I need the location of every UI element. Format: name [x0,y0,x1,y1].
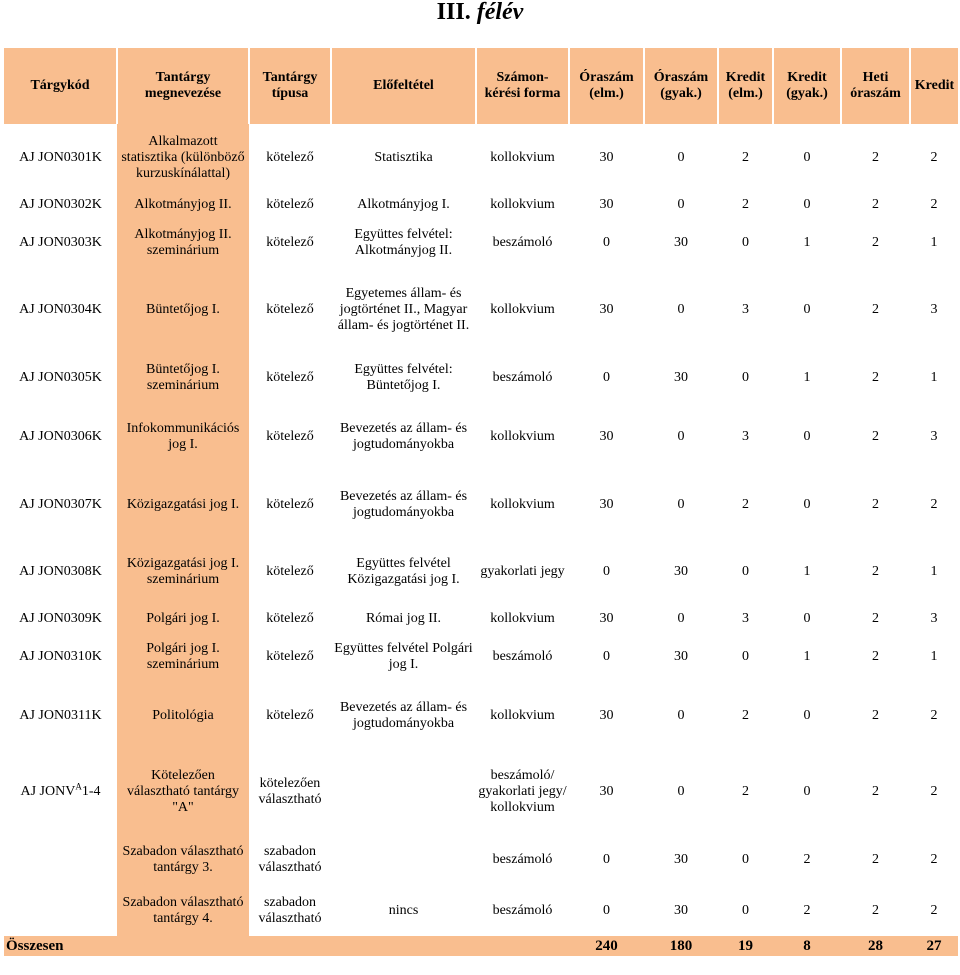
cell-weekly: 2 [872,902,879,918]
cell-weekly: 2 [872,302,879,317]
cell-name: Alkotmányjog II. [117,191,249,218]
cell-credit: 2 [930,708,938,723]
cell-credit: 1 [930,649,938,664]
cell-credit: 3 [930,610,938,626]
cell-weekly: 2 [872,429,879,444]
cell-credit: 2 [930,851,938,867]
cell-credit-lec: 3 [742,610,749,626]
cell-assess: kollokvium [490,708,555,723]
cell-name: Alkalmazott statisztika (különböző kurzuskínálattal) [117,124,249,191]
table-row [4,268,958,352]
cell-hours-lec: 30 [599,302,614,317]
cell-weekly: 2 [872,196,879,212]
cell-prereq [331,750,476,834]
cell-credit-lec: 0 [742,563,749,579]
cell-assess: beszámoló/ gyakorlati jegy/ kollokvium [478,768,567,815]
cell-code: AJ JON0301K [19,149,102,165]
cell-type: kötelező [266,429,314,444]
cell-weekly: 2 [872,369,879,385]
cell-hours-lec: 0 [603,649,610,664]
cell-assess: gyakorlati jegy [480,563,565,579]
cell-type: kötelező [266,563,314,579]
cell-prereq: Statisztika [374,149,433,165]
cell-type: kötelező [266,196,314,212]
cell-credit-lec: 3 [742,429,749,444]
cell-assess: beszámoló [492,902,553,918]
cell-name: Közigazgatási jog I. [117,471,249,538]
cell-credit: 2 [930,496,938,512]
header-name: Tantárgy megnevezése [117,48,249,124]
cell-hours-lec: 30 [599,496,614,512]
cell-hours-prac: 0 [677,302,685,317]
cell-credit-prac: 0 [803,610,811,626]
cell-assess: kollokvium [490,149,555,165]
curriculum-table [4,48,958,956]
cell-hours-lec: 30 [599,429,614,444]
cell-hours-prac: 0 [677,610,685,626]
total-row [4,936,958,956]
cell-credit-prac: 1 [803,369,811,385]
cell-credit-prac: 2 [803,902,811,918]
cell-hours-prac: 30 [674,235,688,250]
cell-weekly: 2 [872,708,879,723]
cell-credit: 1 [930,563,938,579]
cell-type: kötelező [266,302,314,317]
cell-hours-prac: 0 [677,784,685,799]
cell-credit-lec: 0 [742,649,749,664]
cell-hours-lec: 0 [603,369,610,385]
cell-hours-lec: 0 [603,235,610,250]
cell-type: kötelező [266,496,314,512]
cell-credit-prac: 0 [803,784,811,799]
cell-credit-prac: 0 [803,196,811,212]
cell-code: AJ JON0306K [19,429,102,444]
cell-type: kötelező [266,708,314,723]
cell-hours-prac: 0 [677,708,685,723]
cell-prereq: nincs [388,902,419,918]
cell-type: kötelező [266,369,314,385]
cell-assess: kollokvium [490,429,555,444]
cell-credit: 2 [930,902,938,918]
table-row [4,885,958,936]
cell-code: AJ JON0307K [19,496,102,512]
header-credit: Kredit [910,48,958,124]
cell-weekly: 2 [872,851,879,867]
cell-name: Polgári jog I. [117,605,249,632]
header-code: Tárgykód [4,48,117,124]
cell-assess: kollokvium [490,496,555,512]
table-row [4,632,958,682]
cell-code: AJ JON0305K [19,369,102,385]
table-row [4,538,958,605]
cell-name: Büntetőjog I. szeminárium [117,352,249,403]
cell-prereq: Bevezetés az állam- és jogtudományokba [339,700,468,731]
table-row [4,682,958,750]
cell-assess: kollokvium [490,196,555,212]
cell-credit-lec: 0 [742,235,749,250]
cell-assess: kollokvium [490,610,555,626]
cell-name: Politológia [117,682,249,750]
total-hours-lec: 240 [569,936,644,956]
cell-prereq: Egyetemes állam- és jogtörténet II., Magyar állam- és jogtörténet II. [337,286,470,333]
cell-credit: 2 [930,784,938,799]
cell-prereq: Együttes felvétel: Büntetőjog I. [354,361,453,393]
header-hours-prac: Óraszám (gyak.) [644,48,718,124]
cell-hours-prac: 30 [674,902,688,918]
cell-code: AJ JON0302K [19,196,102,212]
header-weekly: Heti óraszám [841,48,910,124]
table-row [4,191,958,218]
header-prereq: Előfeltétel [331,48,476,124]
cell-assess: beszámoló [492,369,553,385]
cell-code: AJ JON0308K [19,563,102,579]
cell-credit: 2 [930,149,938,165]
cell-type: kötelezően választható [258,776,322,807]
cell-credit-lec: 0 [742,902,749,918]
table-row [4,834,958,885]
table-row [4,471,958,538]
table-row [4,124,958,191]
cell-credit-prac: 2 [803,851,811,867]
cell-credit-lec: 2 [742,496,749,512]
cell-prereq: Együttes felvétel: Alkotmányjog II. [354,227,453,258]
cell-code: AJ JON0310K [19,649,102,664]
cell-type: szabadon választható [258,894,322,926]
table-row [4,352,958,403]
cell-hours-prac: 0 [677,149,685,165]
cell-assess: beszámoló [492,649,553,664]
cell-prereq: Együttes felvétel Közigazgatási jog I. [347,555,460,587]
cell-name: Büntetőjog I. [117,268,249,352]
cell-credit-prac: 0 [803,302,811,317]
cell-weekly: 2 [872,235,879,250]
cell-name: Szabadon választható tantárgy 4. [117,885,249,936]
cell-credit-lec: 2 [742,196,749,212]
cell-prereq: Együttes felvétel Polgári jog I. [334,641,473,672]
cell-prereq [331,834,476,885]
cell-type: kötelező [266,235,314,250]
cell-name: Alkotmányjog II. szeminárium [117,218,249,268]
cell-credit-lec: 2 [742,784,749,799]
cell-credit: 1 [930,369,938,385]
total-credit-prac: 8 [773,936,841,956]
cell-assess: beszámoló [492,235,553,250]
cell-credit-prac: 1 [803,563,811,579]
cell-type: kötelező [266,149,314,165]
cell-weekly: 2 [872,784,879,799]
cell-code [4,750,117,834]
cell-prereq: Római jog II. [365,610,442,626]
cell-prereq: Bevezetés az állam- és jogtudományokba [339,421,468,452]
cell-name: Infokommunikációs jog I. [117,403,249,471]
cell-weekly: 2 [872,563,879,579]
cell-hours-lec: 0 [603,563,610,579]
total-hours-prac: 180 [644,936,718,956]
table-row [4,750,958,834]
cell-hours-lec: 0 [603,851,610,867]
cell-credit-prac: 0 [803,149,811,165]
cell-hours-lec: 30 [599,610,614,626]
code-main: AJ JONV [20,784,76,799]
cell-credit-lec: 2 [742,149,749,165]
total-credit: 27 [910,936,958,956]
cell-credit-lec: 2 [742,708,749,723]
cell-assess: beszámoló [492,851,553,867]
code-rest: 1-4 [81,784,101,799]
cell-weekly: 2 [872,496,879,512]
title-word: félév [476,0,524,25]
cell-hours-prac: 30 [674,649,688,664]
title-roman: III. [436,0,471,25]
cell-hours-lec: 30 [599,708,614,723]
cell-name: Polgári jog I. szeminárium [117,632,249,682]
code-superscript: A [75,781,82,792]
cell-hours-prac: 30 [674,851,688,867]
cell-weekly: 2 [872,149,879,165]
cell-assess: kollokvium [490,302,555,317]
cell-hours-prac: 0 [677,196,685,212]
cell-hours-prac: 30 [674,563,688,579]
cell-code: AJ JON0304K [19,302,102,317]
header-type: Tantárgy típusa [249,48,331,124]
header-row [4,48,958,124]
cell-hours-lec: 0 [603,902,610,918]
table-row [4,403,958,471]
cell-weekly: 2 [872,610,879,626]
cell-weekly: 2 [872,649,879,664]
cell-credit: 3 [930,302,938,317]
cell-prereq: Bevezetés az állam- és jogtudományokba [339,488,468,520]
total-label: Összesen [4,936,569,956]
cell-type: kötelező [266,610,314,626]
total-weekly: 28 [841,936,910,956]
cell-hours-lec: 30 [599,149,614,165]
cell-credit: 1 [930,235,938,250]
cell-credit-prac: 0 [803,708,811,723]
cell-credit-prac: 1 [803,649,811,664]
header-assess: Számon-kérési forma [476,48,569,124]
cell-credit: 2 [930,196,938,212]
cell-code [4,834,117,885]
header-credit-lec: Kredit (elm.) [718,48,773,124]
cell-credit-lec: 0 [742,369,749,385]
cell-code [4,885,117,936]
cell-type: szabadon választható [258,843,322,875]
cell-hours-prac: 0 [677,496,685,512]
header-hours-lec: Óraszám (elm.) [569,48,644,124]
cell-credit: 3 [930,429,938,444]
cell-code: AJ JON0303K [19,235,102,250]
cell-type: kötelező [266,649,314,664]
cell-code: AJ JON0309K [19,610,102,626]
cell-prereq: Alkotmányjog I. [357,196,450,212]
total-credit-lec: 19 [718,936,773,956]
cell-hours-lec: 30 [599,784,614,799]
table-row [4,605,958,632]
cell-name: Közigazgatási jog I. szeminárium [117,538,249,605]
cell-hours-lec: 30 [599,196,614,212]
cell-hours-prac: 30 [674,369,688,385]
cell-credit-lec: 0 [742,851,749,867]
cell-credit-prac: 1 [803,235,811,250]
cell-credit-prac: 0 [803,496,811,512]
header-credit-prac: Kredit (gyak.) [773,48,841,124]
cell-credit-prac: 0 [803,429,811,444]
cell-code: AJ JON0311K [19,708,102,723]
cell-hours-prac: 0 [677,429,685,444]
table-row [4,218,958,268]
cell-name: Szabadon választható tantárgy 3. [117,834,249,885]
cell-name: Kötelezően választható tantárgy "A" [117,750,249,834]
page-title [0,0,960,40]
cell-credit-lec: 3 [742,302,749,317]
